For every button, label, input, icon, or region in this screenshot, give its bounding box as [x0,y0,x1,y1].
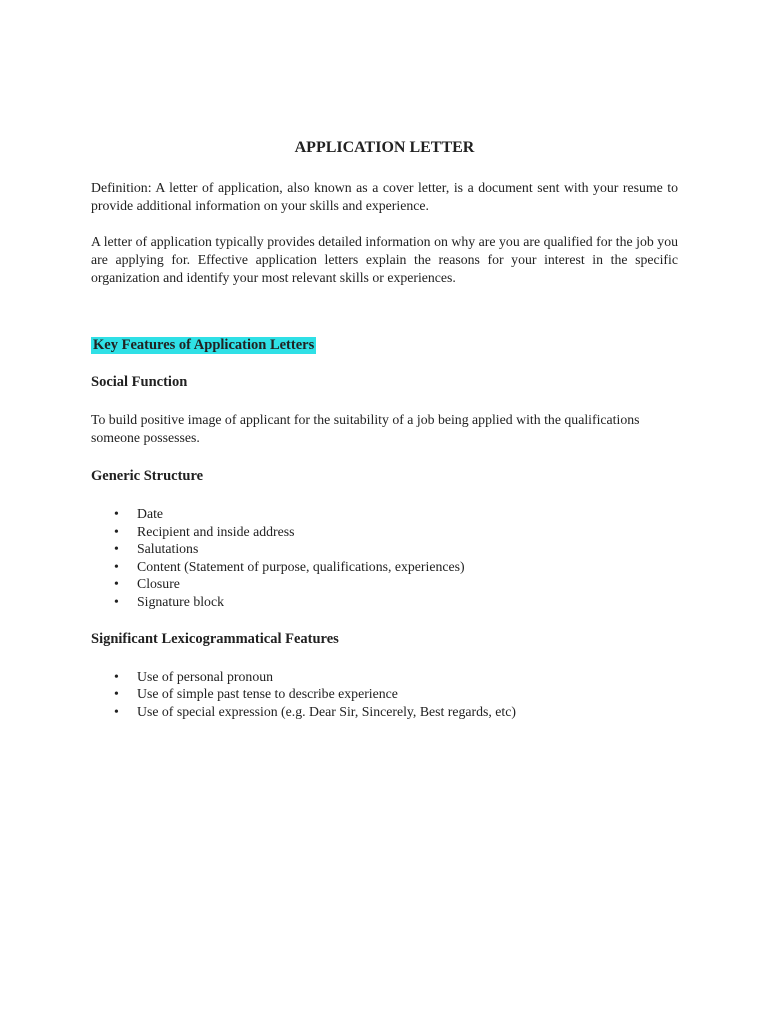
list-item: • Use of special expression (e.g. Dear Sir, Sincerely, Best regards, etc) [91,703,678,721]
section-heading-lexicogrammatical-features: Significant Lexicogrammatical Features [91,630,339,647]
section-heading-generic-structure: Generic Structure [91,468,204,484]
document-title: APPLICATION LETTER [294,139,475,156]
lexicogrammatical-features-list [91,668,678,721]
overview-paragraph: A letter of application typically provides detailed information on why are you are qualified for the job you are applying for. Effective application letters explain the reasons for your interest in the specific organization and identify your most relevant skills or experiences. [91,234,678,285]
list-item: • Date [91,505,678,523]
highlighted-heading: Key Features of Application Letters [93,337,315,353]
list-item: • Signature block [91,593,678,611]
highlighted-heading-line [91,336,678,354]
list-item: • Closure [91,575,678,593]
list-item: • Use of simple past tense to describe experience [91,685,678,703]
list-item: • Salutations [91,540,678,558]
list-item: • Use of personal pronoun [91,668,678,686]
generic-structure-list [91,505,678,611]
document-content [91,139,678,740]
definition-paragraph: Definition: A letter of application, also known as a cover letter, is a document sent with your resume to provide additional information on your skills and experience. [91,180,678,213]
list-item: • Recipient and inside address [91,523,678,541]
list-item: • Content (Statement of purpose, qualifications, experiences) [91,558,678,576]
section-heading-social-function: Social Function [91,374,188,390]
social-function-paragraph: To build positive image of applicant for the suitability of a job being applied with the qualifications someone possesses. [91,412,640,445]
